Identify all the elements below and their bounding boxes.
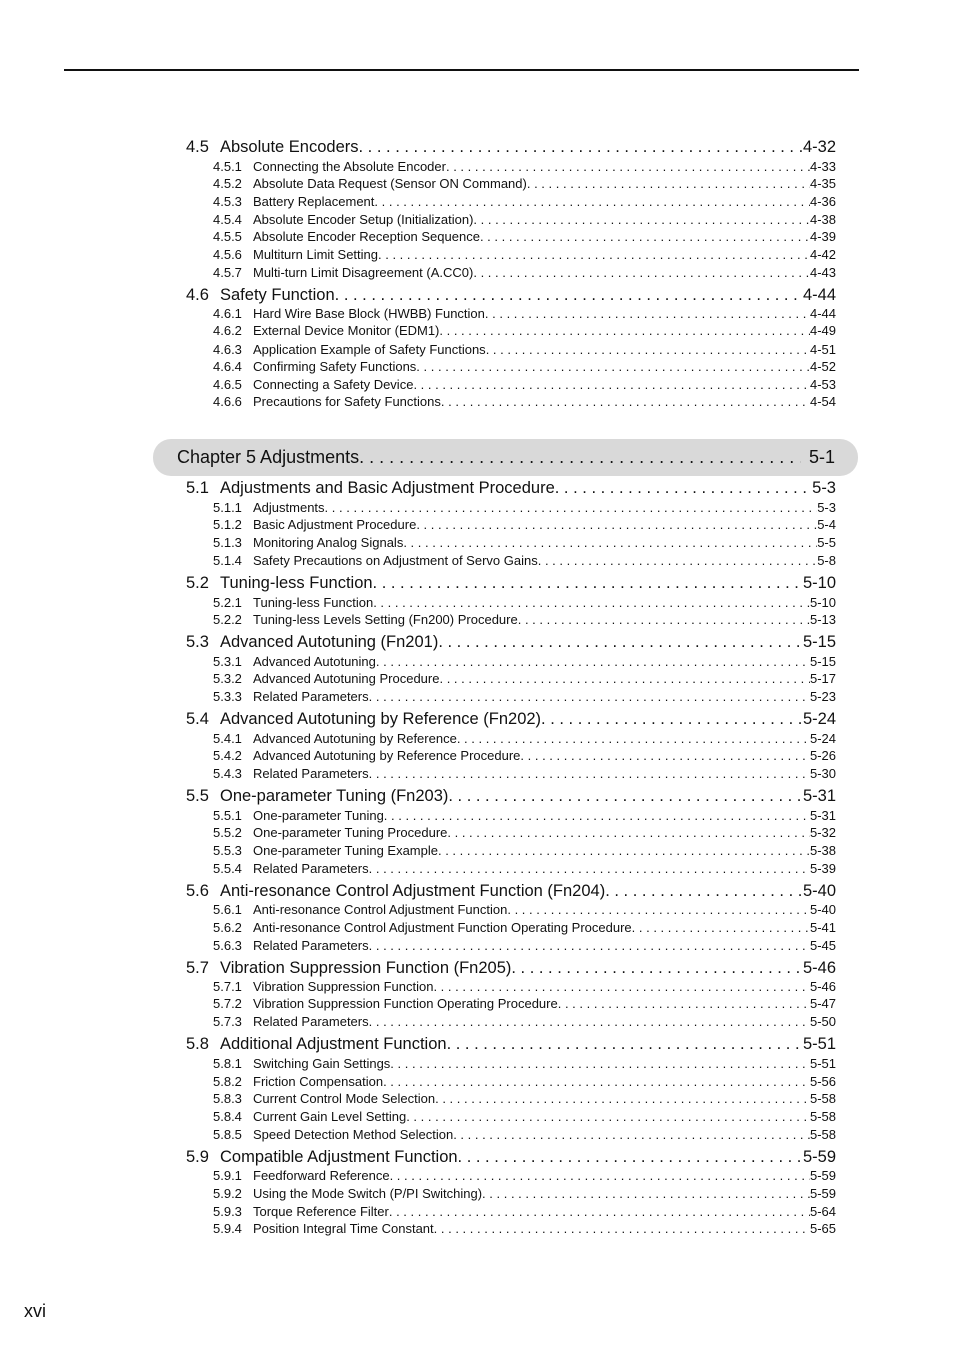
leader-dots xyxy=(439,323,810,338)
entry-page: 5-26 xyxy=(809,748,836,763)
entry-number: 4.5.1 xyxy=(213,159,242,174)
entry-title: Torque Reference Filter xyxy=(253,1204,389,1219)
entry-page: 4-38 xyxy=(809,212,836,227)
entry-title: Current Gain Level Setting xyxy=(253,1109,407,1124)
entry-page: 5-45 xyxy=(809,938,836,953)
entry-number: 5.6 xyxy=(186,882,209,900)
toc-subsection-entry[interactable] xyxy=(213,265,836,280)
entry-number: 4.6.2 xyxy=(213,323,242,338)
entry-title: Speed Detection Method Selection xyxy=(253,1127,454,1142)
leader-dots xyxy=(458,1148,803,1167)
leader-dots xyxy=(511,959,803,978)
leader-dots xyxy=(373,595,810,610)
toc-subsection-entry[interactable] xyxy=(213,1091,836,1106)
entry-page: 5-5 xyxy=(817,535,836,550)
entry-number: 4.6.6 xyxy=(213,394,242,409)
entry-number: 5.7.2 xyxy=(213,996,242,1011)
toc-subsection-entry[interactable] xyxy=(213,500,836,515)
leader-dots xyxy=(359,138,803,157)
toc-section-entry[interactable] xyxy=(186,574,836,593)
toc-subsection-entry[interactable] xyxy=(213,612,836,627)
entry-page: 5-23 xyxy=(809,689,836,704)
toc-subsection-entry[interactable] xyxy=(213,159,836,174)
entry-page: 4-52 xyxy=(809,359,836,374)
entry-title: Safety Precautions on Adjustment of Servo Gains xyxy=(253,553,538,568)
entry-number: 5.2.1 xyxy=(213,595,242,610)
leader-dots xyxy=(438,633,803,652)
toc-subsection-entry[interactable] xyxy=(213,1204,836,1219)
entry-number: 5.8.5 xyxy=(213,1127,242,1142)
entry-page: 5-58 xyxy=(809,1091,836,1106)
header-rule xyxy=(64,69,859,71)
leader-dots xyxy=(389,1204,810,1219)
chapter-heading[interactable] xyxy=(177,447,835,468)
entry-title: Using the Mode Switch (P/PI Switching) xyxy=(253,1186,483,1201)
entry-number: 5.6.2 xyxy=(213,920,242,935)
entry-number: 5.8.1 xyxy=(213,1056,242,1071)
entry-page: 5-13 xyxy=(809,612,836,627)
entry-number: 5.9.1 xyxy=(213,1168,242,1183)
entry-number: 5.4.2 xyxy=(213,748,242,763)
entry-number: 5.9.4 xyxy=(213,1221,242,1236)
leader-dots xyxy=(520,748,810,763)
toc-subsection-entry[interactable] xyxy=(213,979,836,994)
entry-title: One-parameter Tuning Procedure xyxy=(253,825,448,840)
entry-title: Additional Adjustment Function xyxy=(220,1035,447,1053)
entry-number: 5.3.1 xyxy=(213,654,242,669)
chapter-page: 5-1 xyxy=(808,447,835,467)
leader-dots xyxy=(335,286,803,305)
toc-subsection-entry[interactable] xyxy=(213,920,836,935)
leader-dots xyxy=(473,265,810,280)
entry-page: 5-3 xyxy=(817,500,836,515)
entry-title: Connecting a Safety Device xyxy=(253,377,414,392)
entry-number: 5.2.2 xyxy=(213,612,242,627)
entry-number: 4.5.4 xyxy=(213,212,242,227)
toc-subsection-entry[interactable] xyxy=(213,553,836,568)
entry-page: 4-36 xyxy=(809,194,836,209)
leader-dots xyxy=(486,342,810,357)
entry-number: 5.9.2 xyxy=(213,1186,242,1201)
entry-page: 5-4 xyxy=(817,517,836,532)
entry-page: 4-42 xyxy=(809,247,836,262)
entry-page: 5-10 xyxy=(809,595,836,610)
entry-number: 5.4.1 xyxy=(213,731,242,746)
entry-page: 4-39 xyxy=(809,229,836,244)
toc-subsection-entry[interactable] xyxy=(213,808,836,823)
toc-section-entry[interactable] xyxy=(186,138,836,157)
chapter-title: Chapter 5 Adjustments xyxy=(177,447,360,467)
entry-page: 5-15 xyxy=(809,654,836,669)
entry-page: 5-3 xyxy=(812,479,836,497)
toc-section-entry[interactable] xyxy=(186,633,836,652)
entry-page: 4-51 xyxy=(809,342,836,357)
entry-title: Position Integral Time Constant xyxy=(253,1221,434,1236)
leader-dots xyxy=(541,710,803,729)
entry-number: 5.5.2 xyxy=(213,825,242,840)
entry-page: 5-24 xyxy=(802,710,836,728)
leader-dots xyxy=(632,920,810,935)
entry-number: 5.7.1 xyxy=(213,979,242,994)
entry-title: Advanced Autotuning by Reference Procedure xyxy=(253,748,521,763)
toc-subsection-entry[interactable] xyxy=(213,689,836,704)
leader-dots xyxy=(383,1074,810,1089)
leader-dots xyxy=(413,377,810,392)
leader-dots xyxy=(435,1091,810,1106)
entry-title: Advanced Autotuning xyxy=(253,654,376,669)
leader-dots xyxy=(416,359,810,374)
entry-title: One-parameter Tuning xyxy=(253,808,384,823)
toc-subsection-entry[interactable] xyxy=(213,342,836,357)
entry-title: External Device Monitor (EDM1) xyxy=(253,323,440,338)
entry-page: 5-59 xyxy=(802,1148,836,1166)
toc-subsection-entry[interactable] xyxy=(213,535,836,550)
entry-number: 5.8.2 xyxy=(213,1074,242,1089)
entry-number: 4.6.1 xyxy=(213,306,242,321)
entry-number: 5.4 xyxy=(186,710,209,728)
entry-page: 5-17 xyxy=(809,671,836,686)
leader-dots xyxy=(384,808,810,823)
leader-dots xyxy=(555,479,812,498)
entry-number: 5.1.1 xyxy=(213,500,242,515)
leader-dots xyxy=(369,938,810,953)
toc-subsection-entry[interactable] xyxy=(213,1109,836,1124)
entry-page: 5-46 xyxy=(802,959,836,977)
entry-page: 5-15 xyxy=(802,633,836,651)
entry-number: 5.6.3 xyxy=(213,938,242,953)
toc-subsection-entry[interactable] xyxy=(213,306,836,321)
leader-dots xyxy=(376,654,810,669)
entry-page: 5-59 xyxy=(809,1186,836,1201)
entry-number: 5.9.3 xyxy=(213,1204,242,1219)
entry-number: 5.3.3 xyxy=(213,689,242,704)
entry-title: Tuning-less Levels Setting (Fn200) Procedure xyxy=(253,612,518,627)
entry-number: 5.7 xyxy=(186,959,209,977)
entry-page: 4-49 xyxy=(809,323,836,338)
entry-title: Related Parameters xyxy=(253,938,369,953)
entry-title: Vibration Suppression Function Operating Procedure xyxy=(253,996,558,1011)
entry-number: 5.5 xyxy=(186,787,209,805)
page-number: xvi xyxy=(24,1301,46,1321)
entry-page: 4-35 xyxy=(809,176,836,191)
toc-section-entry[interactable] xyxy=(186,1035,836,1054)
entry-title: One-parameter Tuning Example xyxy=(253,843,438,858)
entry-page: 5-32 xyxy=(809,825,836,840)
entry-title: One-parameter Tuning (Fn203) xyxy=(220,787,449,805)
entry-number: 4.5.5 xyxy=(213,229,242,244)
entry-page: 5-8 xyxy=(817,553,836,568)
leader-dots xyxy=(507,902,810,917)
entry-title: Related Parameters xyxy=(253,766,369,781)
leader-dots xyxy=(403,535,817,550)
toc-subsection-entry[interactable] xyxy=(213,1127,836,1142)
entry-title: Adjustments xyxy=(253,500,325,515)
entry-page: 5-47 xyxy=(809,996,836,1011)
entry-title: Feedforward Reference xyxy=(253,1168,390,1183)
leader-dots xyxy=(325,500,818,515)
toc-subsection-entry[interactable] xyxy=(213,843,836,858)
entry-page: 5-31 xyxy=(802,787,836,805)
entry-number: 4.5 xyxy=(186,138,209,156)
entry-page: 5-58 xyxy=(809,1109,836,1124)
entry-page: 4-32 xyxy=(802,138,836,156)
entry-title: Advanced Autotuning Procedure xyxy=(253,671,440,686)
toc-subsection-entry[interactable] xyxy=(213,247,836,262)
entry-number: 4.5.7 xyxy=(213,265,242,280)
toc-subsection-entry[interactable] xyxy=(213,861,836,876)
entry-number: 5.5.3 xyxy=(213,843,242,858)
entry-page: 4-33 xyxy=(809,159,836,174)
entry-title: Vibration Suppression Function (Fn205) xyxy=(220,959,512,977)
leader-dots xyxy=(527,176,810,191)
entry-page: 5-39 xyxy=(809,861,836,876)
entry-page: 5-56 xyxy=(809,1074,836,1089)
entry-title: Absolute Encoder Setup (Initialization) xyxy=(253,212,474,227)
entry-page: 4-43 xyxy=(809,265,836,280)
entry-title: Multi-turn Limit Disagreement (A.CC0) xyxy=(253,265,474,280)
toc-subsection-entry[interactable] xyxy=(213,654,836,669)
entry-title: Anti-resonance Control Adjustment Function (Fn204) xyxy=(220,882,606,900)
entry-number: 5.8.3 xyxy=(213,1091,242,1106)
entry-page: 5-41 xyxy=(809,920,836,935)
entry-number: 4.5.3 xyxy=(213,194,242,209)
entry-title: Absolute Data Request (Sensor ON Command) xyxy=(253,176,527,191)
toc-subsection-entry[interactable] xyxy=(213,825,836,840)
toc-subsection-entry[interactable] xyxy=(213,595,836,610)
leader-dots xyxy=(453,1127,810,1142)
entry-title: Advanced Autotuning by Reference xyxy=(253,731,457,746)
leader-dots xyxy=(447,825,810,840)
leader-dots xyxy=(558,996,810,1011)
entry-title: Current Control Mode Selection xyxy=(253,1091,436,1106)
entry-number: 5.1.2 xyxy=(213,517,242,532)
leader-dots xyxy=(378,247,810,262)
entry-number: 5.3.2 xyxy=(213,671,242,686)
leader-dots xyxy=(374,194,810,209)
toc-subsection-entry[interactable] xyxy=(213,748,836,763)
entry-number: 5.1.4 xyxy=(213,553,242,568)
entry-number: 5.7.3 xyxy=(213,1014,242,1029)
entry-title: Application Example of Safety Functions xyxy=(253,342,486,357)
entry-title: Connecting the Absolute Encoder xyxy=(253,159,446,174)
entry-number: 4.5.2 xyxy=(213,176,242,191)
toc-section-entry[interactable] xyxy=(186,959,836,978)
leader-dots xyxy=(446,159,810,174)
entry-page: 5-10 xyxy=(802,574,836,592)
entry-page: 5-30 xyxy=(809,766,836,781)
entry-page: 4-53 xyxy=(809,377,836,392)
entry-number: 5.4.3 xyxy=(213,766,242,781)
toc-subsection-entry[interactable] xyxy=(213,938,836,953)
entry-title: Absolute Encoders xyxy=(220,138,359,156)
leader-dots xyxy=(369,861,810,876)
toc-subsection-entry[interactable] xyxy=(213,212,836,227)
entry-page: 5-40 xyxy=(809,902,836,917)
toc-subsection-entry[interactable] xyxy=(213,1186,836,1201)
entry-page: 5-58 xyxy=(809,1127,836,1142)
toc-subsection-entry[interactable] xyxy=(213,996,836,1011)
entry-number: 4.6.5 xyxy=(213,377,242,392)
leader-dots xyxy=(369,689,810,704)
entry-number: 5.2 xyxy=(186,574,209,592)
entry-number: 5.1.3 xyxy=(213,535,242,550)
entry-page: 5-59 xyxy=(809,1168,836,1183)
entry-page: 5-50 xyxy=(809,1014,836,1029)
entry-title: Advanced Autotuning (Fn201) xyxy=(220,633,439,651)
leader-dots xyxy=(485,306,810,321)
entry-page: 5-46 xyxy=(809,979,836,994)
entry-title: Precautions for Safety Functions xyxy=(253,394,441,409)
entry-number: 5.5.4 xyxy=(213,861,242,876)
toc-section-entry[interactable] xyxy=(186,1148,836,1167)
toc-subsection-entry[interactable] xyxy=(213,1221,836,1236)
entry-number: 5.5.1 xyxy=(213,808,242,823)
entry-number: 5.3 xyxy=(186,633,209,651)
entry-title: Anti-resonance Control Adjustment Function Operating Procedure xyxy=(253,920,632,935)
entry-title: Adjustments and Basic Adjustment Procedure xyxy=(220,479,555,497)
leader-dots xyxy=(373,574,803,593)
entry-number: 4.6.3 xyxy=(213,342,242,357)
toc-subsection-entry[interactable] xyxy=(213,1168,836,1183)
entry-title: Absolute Encoder Reception Sequence xyxy=(253,229,480,244)
leader-dots xyxy=(406,1109,810,1124)
toc-subsection-entry[interactable] xyxy=(213,377,836,392)
toc-subsection-entry[interactable] xyxy=(213,176,836,191)
leader-dots xyxy=(605,882,803,901)
entry-title: Related Parameters xyxy=(253,689,369,704)
toc-subsection-entry[interactable] xyxy=(213,323,836,338)
entry-page: 4-44 xyxy=(802,286,836,304)
leader-dots xyxy=(369,1014,810,1029)
entry-title: Related Parameters xyxy=(253,861,369,876)
entry-title: Friction Compensation xyxy=(253,1074,384,1089)
entry-page: 5-38 xyxy=(809,843,836,858)
entry-number: 4.6.4 xyxy=(213,359,242,374)
entry-number: 4.6 xyxy=(186,286,209,304)
entry-title: Multiturn Limit Setting xyxy=(253,247,378,262)
entry-page: 4-44 xyxy=(809,306,836,321)
toc-subsection-entry[interactable] xyxy=(213,731,836,746)
toc-subsection-entry[interactable] xyxy=(213,671,836,686)
entry-title: Tuning-less Function xyxy=(253,595,374,610)
entry-title: Safety Function xyxy=(220,286,335,304)
leader-dots xyxy=(439,671,810,686)
toc-section-entry[interactable] xyxy=(186,787,836,806)
leader-dots xyxy=(390,1056,810,1071)
toc-subsection-entry[interactable] xyxy=(213,517,836,532)
entry-page: 5-40 xyxy=(802,882,836,900)
entry-title: Compatible Adjustment Function xyxy=(220,1148,458,1166)
entry-page: 5-65 xyxy=(809,1221,836,1236)
entry-page: 5-51 xyxy=(802,1035,836,1053)
toc-section-entry[interactable] xyxy=(186,286,836,305)
entry-number: 5.9 xyxy=(186,1148,209,1166)
entry-title: Vibration Suppression Function xyxy=(253,979,434,994)
entry-title: Switching Gain Settings xyxy=(253,1056,391,1071)
leader-dots xyxy=(416,517,817,532)
entry-page: 5-64 xyxy=(809,1204,836,1219)
toc-section-entry[interactable] xyxy=(186,710,836,729)
toc-subsection-entry[interactable] xyxy=(213,194,836,209)
toc-subsection-entry[interactable] xyxy=(213,766,836,781)
entry-title: Anti-resonance Control Adjustment Function xyxy=(253,902,508,917)
toc-subsection-entry[interactable] xyxy=(213,1056,836,1071)
entry-number: 5.1 xyxy=(186,479,209,497)
entry-title: Confirming Safety Functions xyxy=(253,359,417,374)
leader-dots xyxy=(473,212,810,227)
leader-dots xyxy=(480,229,810,244)
toc-subsection-entry[interactable] xyxy=(213,394,836,409)
entry-title: Monitoring Analog Signals xyxy=(253,535,404,550)
entry-page: 5-24 xyxy=(809,731,836,746)
entry-title: Tuning-less Function xyxy=(220,574,373,592)
leader-dots xyxy=(448,787,803,806)
toc-subsection-entry[interactable] xyxy=(213,359,836,374)
leader-dots xyxy=(390,1168,810,1183)
leader-dots xyxy=(482,1186,810,1201)
leader-dots xyxy=(438,843,810,858)
toc-subsection-entry[interactable] xyxy=(213,902,836,917)
leader-dots xyxy=(538,553,817,568)
entry-number: 4.5.6 xyxy=(213,247,242,262)
entry-number: 5.6.1 xyxy=(213,902,242,917)
toc-section-entry[interactable] xyxy=(186,882,836,901)
leader-dots xyxy=(441,394,810,409)
entry-page: 5-31 xyxy=(809,808,836,823)
leader-dots xyxy=(447,1035,803,1054)
toc-subsection-entry[interactable] xyxy=(213,1074,836,1089)
leader-dots xyxy=(434,1221,810,1236)
entry-title: Basic Adjustment Procedure xyxy=(253,517,417,532)
leader-dots xyxy=(359,447,801,468)
leader-dots xyxy=(369,766,810,781)
entry-title: Advanced Autotuning by Reference (Fn202) xyxy=(220,710,542,728)
toc-subsection-entry[interactable] xyxy=(213,229,836,244)
entry-number: 5.8.4 xyxy=(213,1109,242,1124)
leader-dots xyxy=(518,612,810,627)
entry-title: Hard Wire Base Block (HWBB) Function xyxy=(253,306,485,321)
entry-page: 4-54 xyxy=(809,394,836,409)
entry-number: 5.8 xyxy=(186,1035,209,1053)
entry-title: Related Parameters xyxy=(253,1014,369,1029)
toc-subsection-entry[interactable] xyxy=(213,1014,836,1029)
leader-dots xyxy=(433,979,810,994)
entry-page: 5-51 xyxy=(809,1056,836,1071)
entry-title: Battery Replacement xyxy=(253,194,375,209)
toc-section-entry[interactable] xyxy=(186,479,836,498)
leader-dots xyxy=(457,731,810,746)
